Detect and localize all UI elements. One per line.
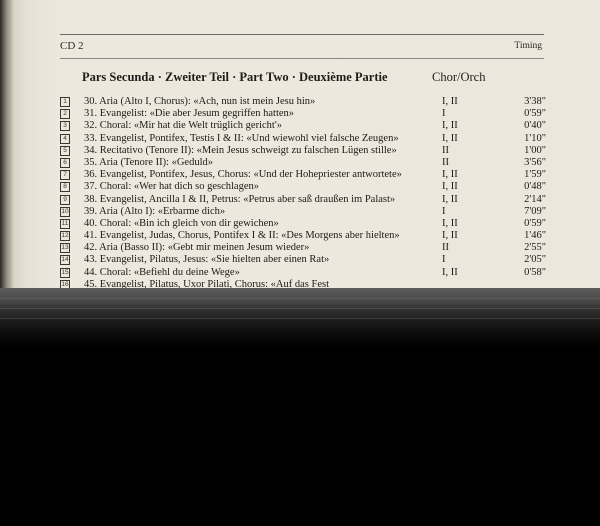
track-number-box: 4 (60, 134, 70, 144)
track-row (60, 254, 550, 266)
track-number-box: 2 (60, 109, 70, 119)
track-scoring: I, II (442, 132, 458, 144)
track-number-box: 13 (61, 244, 69, 252)
track-title: 42. Aria (Basso II): «Gebt mir meinen Jesum wieder» (84, 242, 310, 254)
track-row (60, 120, 550, 132)
track-scoring: I, II (442, 193, 458, 205)
track-title: 39. Aria (Alto I): «Erbarme dich» (84, 205, 226, 217)
track-row (60, 108, 550, 120)
track-scoring: I (442, 254, 446, 266)
track-title: 30. Aria (Alto I, Chorus): «Ach, nun ist mein Jesu hin» (84, 96, 316, 107)
timing-label: Timing (514, 41, 542, 51)
track-number-box: 12 (61, 232, 69, 240)
cd-label: CD 2 (60, 40, 84, 52)
track-title: 40. Choral: «Bin ich gleich von dir gewichen» (84, 217, 279, 229)
track-time: 1'59" (524, 169, 546, 181)
track-number-box: 1 (60, 97, 70, 107)
scan-band-line (0, 298, 600, 299)
track-scoring: II (442, 144, 449, 156)
track-title: 36. Evangelist, Pontifex, Jesus, Chorus: «Und der Hohepriester antwortete» (84, 169, 402, 181)
track-time: 0'59" (524, 217, 546, 229)
track-number-box: 15 (61, 268, 69, 276)
track-time: 1'00" (524, 144, 546, 156)
track-row (60, 218, 550, 230)
track-title: 33. Evangelist, Pontifex, Testis I & II: «Und wiewohl viel falsche Zeugen» (84, 132, 399, 144)
track-title: 41. Evangelist, Judas, Chorus, Pontifex I & II: «Des Morgens aber hielten» (84, 230, 400, 242)
track-scoring: I, II (442, 217, 458, 229)
track-scoring: I (442, 108, 446, 120)
track-scoring: I, II (442, 266, 458, 278)
track-row (60, 96, 550, 108)
track-row (60, 133, 550, 145)
track-time: 0'59" (524, 108, 546, 120)
track-time: 0'58" (524, 266, 546, 278)
track-scoring: I, II (442, 120, 458, 132)
track-time: 3'56" (524, 156, 546, 168)
track-time: 1'46" (524, 230, 546, 242)
track-number-box: 9 (60, 195, 70, 205)
track-number-box: 16 (61, 280, 69, 288)
scan-band-line (0, 318, 600, 319)
track-list (60, 96, 550, 288)
track-time: 0'48" (524, 181, 546, 193)
track-time: 7'09" (524, 205, 546, 217)
track-time: 3'38" (524, 96, 546, 107)
track-scoring: I, II (442, 169, 458, 181)
scan-artifact-bands (0, 288, 600, 348)
track-row (60, 169, 550, 181)
track-number-box: 5 (60, 146, 70, 156)
track-scoring: I (442, 205, 446, 217)
header-rule (60, 58, 544, 59)
track-number-box: 14 (61, 256, 69, 264)
track-title: 32. Choral: «Mir hat die Welt trüglich gericht'» (84, 120, 282, 132)
track-row (60, 206, 550, 218)
track-title: 35. Aria (Tenore II): «Geduld» (84, 156, 214, 168)
track-title: 31. Evangelist: «Die aber Jesum gegriffen hatten» (84, 108, 295, 120)
track-scoring: II (442, 242, 449, 254)
track-scoring: II (442, 156, 449, 168)
track-row (60, 279, 550, 288)
track-time: 1'10" (524, 132, 546, 144)
track-number-box: 10 (61, 207, 69, 215)
track-scoring: I, II (442, 230, 458, 242)
track-scoring: I, II (442, 96, 458, 107)
track-title: 45. Evangelist, Pilatus, Uxor Pilati, Chorus: «Auf das Fest (84, 278, 329, 288)
track-row (60, 267, 550, 279)
track-time: 2'55" (524, 242, 546, 254)
track-number-box: 7 (60, 170, 70, 180)
track-time: 2'05" (524, 254, 546, 266)
section-heading: Pars Secunda · Zweiter Teil · Part Two · Deuxième Partie (82, 70, 388, 84)
track-row (60, 181, 550, 193)
track-number-box: 6 (60, 158, 70, 168)
track-title: 44. Choral: «Befiehl du deine Wege» (84, 266, 240, 278)
track-time: 2'14" (524, 193, 546, 205)
track-number-box: 11 (61, 219, 69, 227)
track-row (60, 194, 550, 206)
track-title: 37. Choral: «Wer hat dich so geschlagen» (84, 181, 259, 193)
track-number-box: 8 (60, 182, 70, 192)
track-scoring: I, II (442, 181, 458, 193)
top-rule (60, 34, 544, 35)
track-row (60, 145, 550, 157)
scan-band-line (0, 308, 600, 309)
track-time: 0'40" (524, 120, 546, 132)
track-title: 38. Evangelist, Ancilla I & II, Petrus: «Petrus aber saß draußen im Palast» (84, 193, 396, 205)
track-title: 34. Recitativo (Tenore II): «Mein Jesus schweigt zu falschen Lügen stille» (84, 144, 397, 156)
track-row (60, 230, 550, 242)
track-title: 43. Evangelist, Pilatus, Jesus: «Sie hielten aber einen Rat» (84, 254, 330, 266)
track-number-box: 3 (60, 121, 70, 131)
chor-orch-heading: Chor/Orch (432, 70, 486, 84)
track-row (60, 242, 550, 254)
track-row (60, 157, 550, 169)
